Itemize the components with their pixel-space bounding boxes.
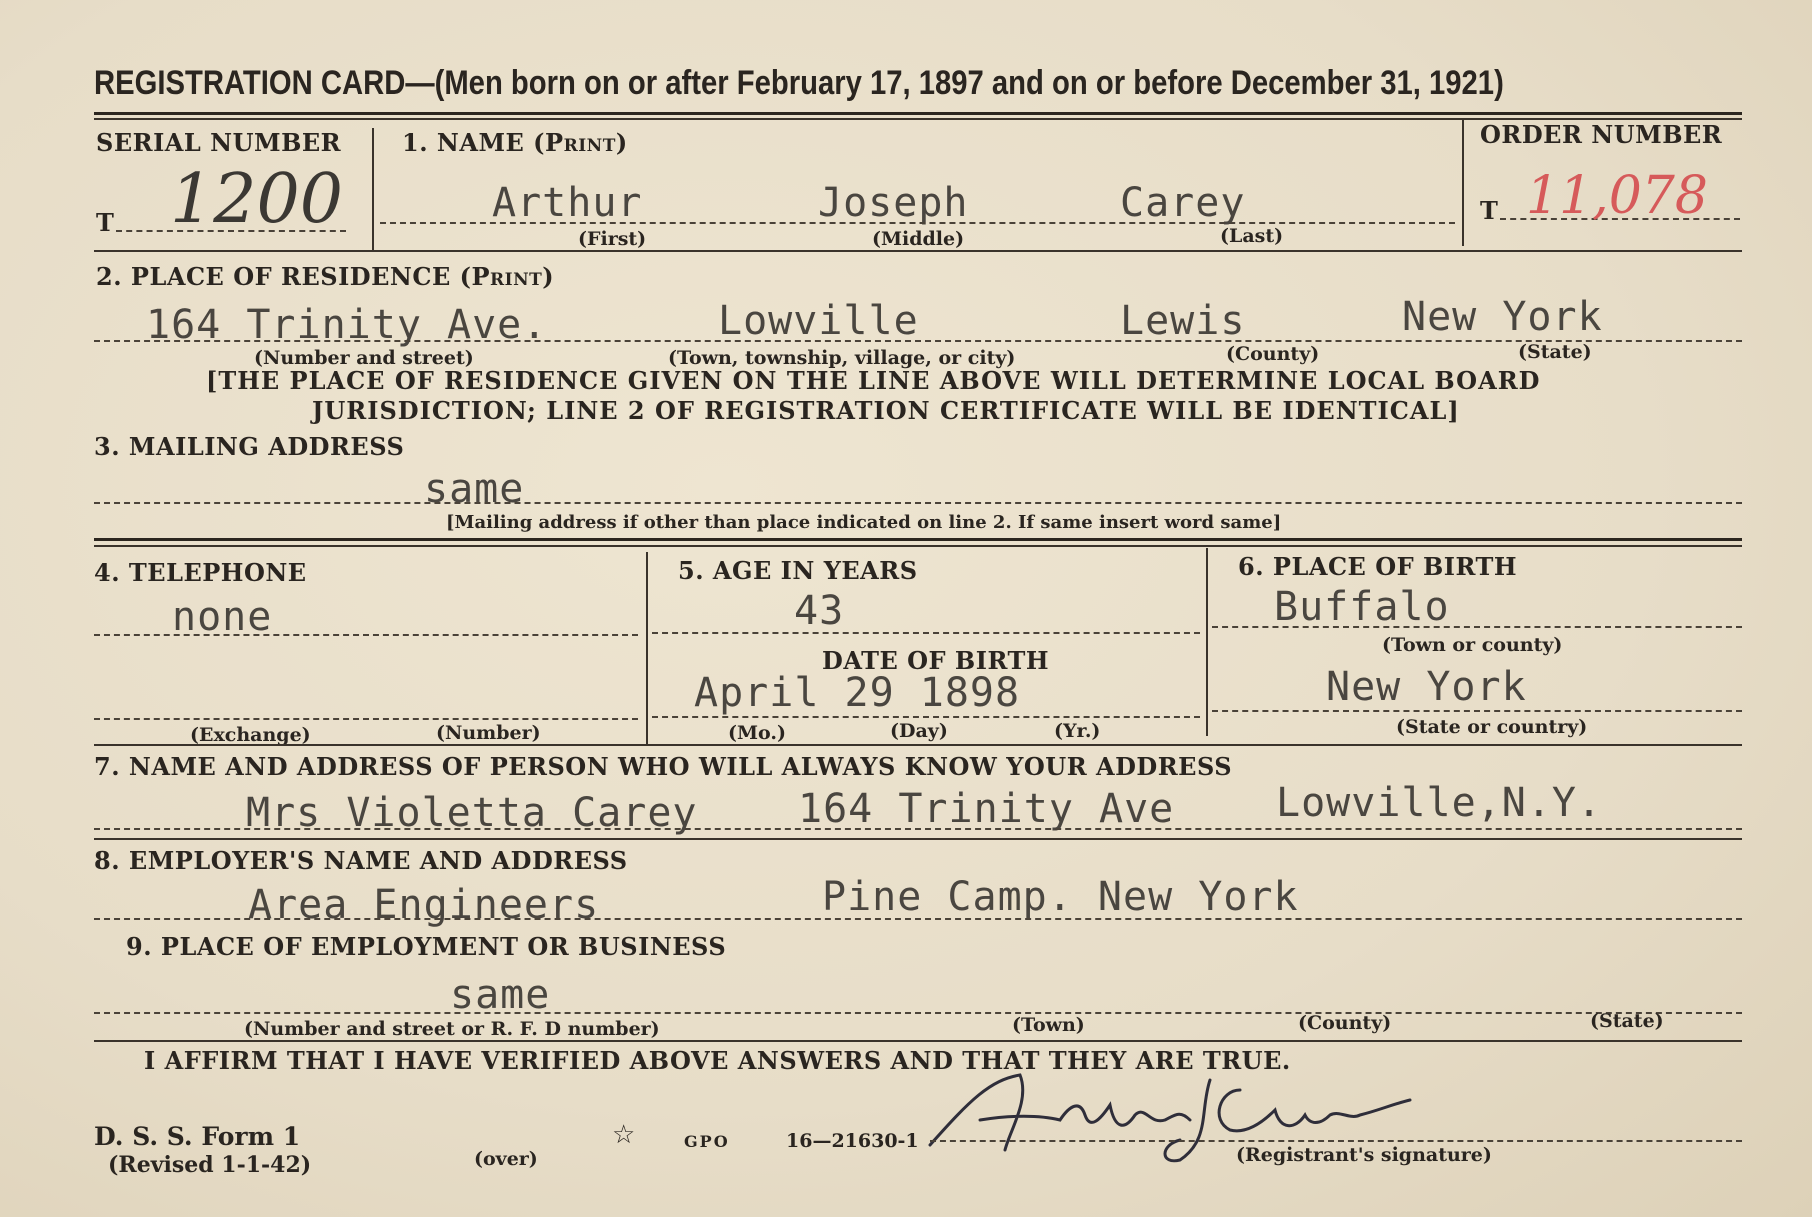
residence-town-caption: (Town, township, village, or city): [668, 347, 1016, 369]
order-number-value: 11,078: [1526, 166, 1708, 226]
name-middle-caption: (Middle): [872, 228, 965, 250]
dob-year-caption: (Yr.): [1054, 720, 1101, 742]
contact-person-street: 164 Trinity Ave: [798, 786, 1175, 832]
print-code: 16—21630-1: [786, 1130, 919, 1152]
name-first: Arthur: [492, 180, 643, 226]
employment-town-caption: (Town): [1012, 1014, 1085, 1036]
dob-month-caption: (Mo.): [728, 722, 786, 744]
telephone-label: 4. TELEPHONE: [94, 558, 307, 587]
telephone-exchange-caption: (Exchange): [190, 724, 311, 746]
residence-county: Lewis: [1120, 298, 1246, 344]
residence-street: 164 Trinity Ave.: [146, 302, 548, 348]
employment-street-caption: (Number and street or R. F. D number): [244, 1018, 660, 1040]
place-of-employment-value: same: [450, 972, 551, 1018]
employer-address: Pine Camp. New York: [822, 874, 1299, 920]
age-label: 5. AGE IN YEARS: [678, 556, 918, 585]
gpo-mark: GPO: [684, 1132, 730, 1151]
date-of-birth-value: April 29 1898: [694, 670, 1021, 716]
card-title: REGISTRATION CARD—(Men born on or after February 17, 1897 and on or before December 31, 1921): [94, 64, 1504, 102]
serial-number-value: 1200: [170, 160, 344, 239]
over-note: (over): [474, 1148, 538, 1170]
place-of-birth-town-caption: (Town or county): [1382, 634, 1563, 656]
contact-person-name: Mrs Violetta Carey: [246, 790, 698, 836]
age-value: 43: [794, 588, 845, 634]
residence-notice-line2: JURISDICTION; LINE 2 OF REGISTRATION CERTIFICATE WILL BE IDENTICAL]: [312, 396, 1460, 425]
signature-caption: (Registrant's signature): [1236, 1144, 1492, 1166]
residence-state: New York: [1402, 294, 1603, 340]
name-label: 1. NAME (Print): [402, 128, 628, 157]
place-of-birth-state-caption: (State or country): [1396, 716, 1588, 738]
contact-person-town: Lowville,N.Y.: [1276, 780, 1603, 826]
name-last-caption: (Last): [1220, 225, 1284, 247]
employer-name: Area Engineers: [248, 882, 600, 928]
employment-county-caption: (County): [1298, 1012, 1392, 1034]
star-icon: ☆: [612, 1120, 636, 1150]
residence-county-caption: (County): [1226, 343, 1320, 365]
mailing-address-label: 3. MAILING ADDRESS: [94, 432, 405, 461]
form-revised: (Revised 1-1-42): [108, 1152, 312, 1178]
place-of-birth-town: Buffalo: [1274, 584, 1450, 630]
place-of-birth-label: 6. PLACE OF BIRTH: [1238, 552, 1518, 581]
name-last: Carey: [1120, 180, 1246, 226]
residence-street-caption: (Number and street): [254, 347, 474, 369]
affirmation-text: I AFFIRM THAT I HAVE VERIFIED ABOVE ANSWERS AND THAT THEY ARE TRUE.: [144, 1046, 1291, 1075]
serial-number-prefix: T: [96, 208, 115, 237]
residence-town: Lowville: [718, 298, 919, 344]
residence-notice-line1: [THE PLACE OF RESIDENCE GIVEN ON THE LINE ABOVE WILL DETERMINE LOCAL BOARD: [206, 366, 1541, 395]
employment-state-caption: (State): [1590, 1010, 1664, 1032]
place-of-employment-label: 9. PLACE OF EMPLOYMENT OR BUSINESS: [126, 932, 727, 961]
mailing-address-value: same: [424, 466, 525, 512]
employer-label: 8. EMPLOYER'S NAME AND ADDRESS: [94, 846, 628, 875]
residence-state-caption: (State): [1518, 341, 1592, 363]
place-of-birth-state: New York: [1326, 664, 1527, 710]
telephone-value: none: [172, 594, 273, 640]
form-number: D. S. S. Form 1: [94, 1122, 301, 1151]
name-first-caption: (First): [578, 228, 647, 250]
serial-number-label: SERIAL NUMBER: [96, 128, 342, 157]
residence-label: 2. PLACE OF RESIDENCE (Print): [96, 262, 555, 291]
order-number-label: ORDER NUMBER: [1480, 120, 1723, 149]
date-of-birth-label: DATE OF BIRTH: [822, 646, 1049, 675]
order-number-prefix: T: [1480, 196, 1499, 225]
mailing-address-caption: [Mailing address if other than place indicated on line 2. If same insert word same]: [446, 512, 1282, 533]
telephone-number-caption: (Number): [436, 722, 541, 744]
dob-day-caption: (Day): [890, 720, 948, 742]
name-middle: Joseph: [818, 180, 969, 226]
contact-person-label: 7. NAME AND ADDRESS OF PERSON WHO WILL ALWAYS KNOW YOUR ADDRESS: [94, 752, 1233, 781]
